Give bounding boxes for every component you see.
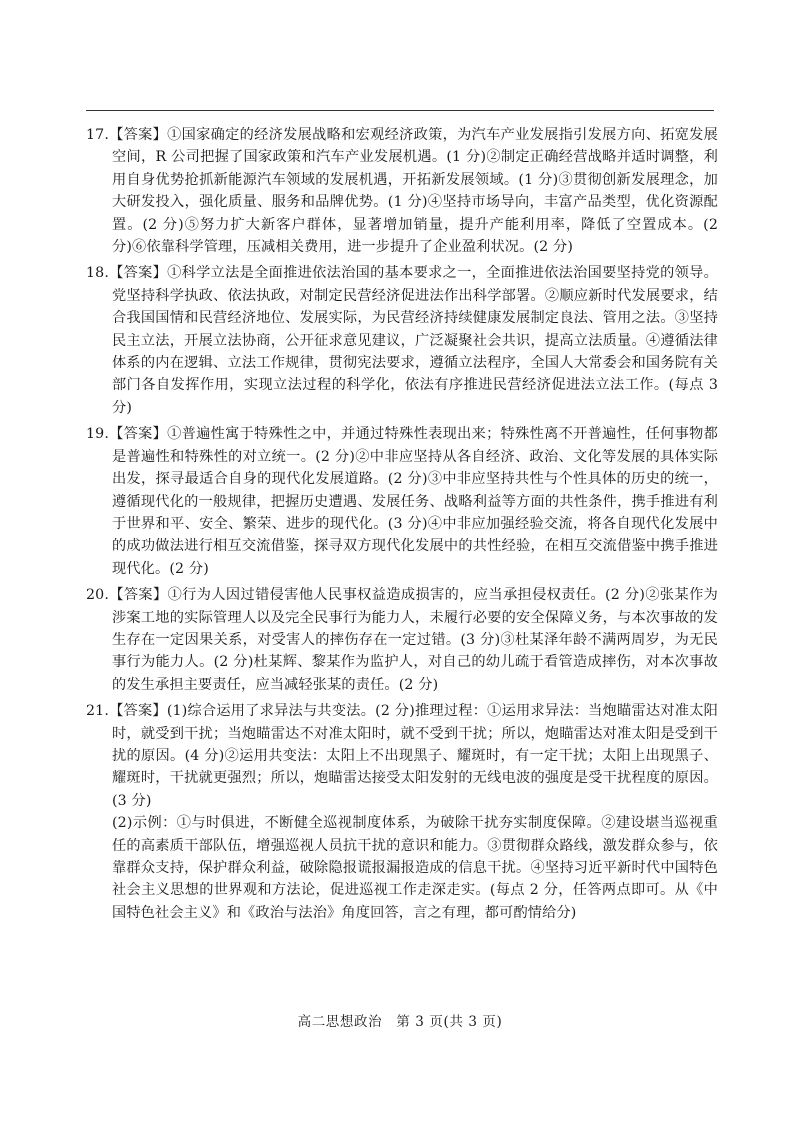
question-number: 21. [86, 703, 110, 720]
answer-text: 【答案】①普遍性寓于特殊性之中，并通过特殊性表现出来；特殊性离不开普遍性，任何事物都是普遍性和特殊性的对立统一。(2 分)②中非应坚持从各自经济、政治、文化等发展的具体实际出发，探寻最适合自身的现代化发展道路。(2 分)③中非应坚持共性与个性具体的历史的统一，遵循现代化的一般规律，把握历史遭遇、发展任务、战略利益等方面的共性条件，携手推进有利于世界和平、安全、繁荣、进步的现代化。(3 分)④中非应加强经验交流，将各自现代化发展中的成功做法进行相互交流借鉴，探寻双方现代化发展中的共性经验，在相互交流借鉴中携手推进现代化。(2 分) [109, 426, 718, 577]
answer-17 [86, 124, 718, 258]
answer-19 [86, 423, 718, 580]
answer-text: 【答案】①行为人因过错侵害他人民事权益造成损害的，应当承担侵权责任。(2 分)②张某作为涉案工地的实际管理人以及完全民事行为能力人，未履行必要的安全保障义务，与本次事故的发生存在一定因果关系，对受害人的摔伤存在一定过错。(3 分)③杜某泽年龄不满两周岁，为无民事行为能力人。(2 分)杜某辉、黎某作为监护人，对自己的幼儿疏于看管造成摔伤，对本次事故的发生承担主要责任，应当减轻张某的责任。(2 分) [109, 587, 718, 693]
answer-18 [86, 262, 718, 419]
answer-21-part-2: (2)示例：①与时俱进，不断健全巡视制度体系，为破除干扰夯实制度保障。②建设堪当巡视重任的高素质干部队伍，增强巡视人员抗干扰的意识和能力。③贯彻群众路线，激发群众参与，依靠群众支持，保护群众利益，破除隐报谎报漏报造成的信息干扰。④坚持习近平新时代中国特色社会主义思想的世界观和方法论，促进巡视工作走深走实。(每点 2 分，任答两点即可。从《中国特色社会主义》和《政治与法治》角度回答，言之有理，都可酌情给分) [112, 815, 718, 921]
answer-21 [86, 700, 718, 924]
question-number: 20. [86, 587, 110, 604]
answer-text: 【答案】①国家确定的经济发展战略和宏观经济政策，为汽车产业发展指引发展方向、拓宽发展空间，R 公司把握了国家政策和汽车产业发展机遇。(1 分)②制定正确经营战略并适时调整，利用自身优势抢抓新能源汽车领域的发展机遇，开拓新发展领域。(1 分)③贯彻创新发展理念，加大研发投入，强化质量、服务和品牌优势。(1 分)④坚持市场导向，丰富产品类型，优化资源配置。(2 分)⑤努力扩大新客户群体，显著增加销量，提升产能利用率，降低了空置成本。(2 分)⑥依靠科学管理，压减相关费用，进一步提升了企业盈利状况。(2 分) [109, 127, 718, 256]
answer-20 [86, 584, 718, 696]
question-number: 17. [86, 127, 110, 143]
header-rule [86, 110, 714, 111]
page-footer: 高二思想政治 第 3 页(共 3 页) [297, 1014, 503, 1030]
answer-text: 【答案】(1)综合运用了求异法与共变法。(2 分)推理过程：①运用求异法：当炮瞄雷达对准太阳时，就受到干扰；当炮瞄雷达不对准太阳时，就不受到干扰；所以，炮瞄雷达对准太阳是受到干扰的原因。(4 分)②运用共变法：太阳上不出现黑子、耀斑时，有一定干扰；太阳上出现黑子、耀斑时，干扰就更强烈；所以，炮瞄雷达接受太阳发射的无线电波的强度是受干扰程度的原因。(3 分) [109, 703, 718, 809]
question-number: 18. [86, 265, 110, 282]
answer-list [86, 124, 718, 924]
answer-text: 【答案】①科学立法是全面推进依法治国的基本要求之一，全面推进依法治国要坚持党的领导。党坚持科学执政、依法执政，对制定民营经济促进法作出科学部署。②顺应新时代发展要求，结合我国国情和民营经济地位、发展实际，为民营经济持续健康发展制定良法、管用之法。③坚持民主立法，开展立法协商，公开征求意见建议，广泛凝聚社会共识，提高立法质量。④遵循法律体系的内在逻辑、立法工作规律，贯彻宪法要求，遵循立法程序，全国人大常委会和国务院有关部门各自发挥作用，实现立法过程的科学化，依法有序推进民营经济促进法立法工作。(每点 3 分) [109, 265, 718, 416]
question-number: 19. [86, 426, 110, 443]
